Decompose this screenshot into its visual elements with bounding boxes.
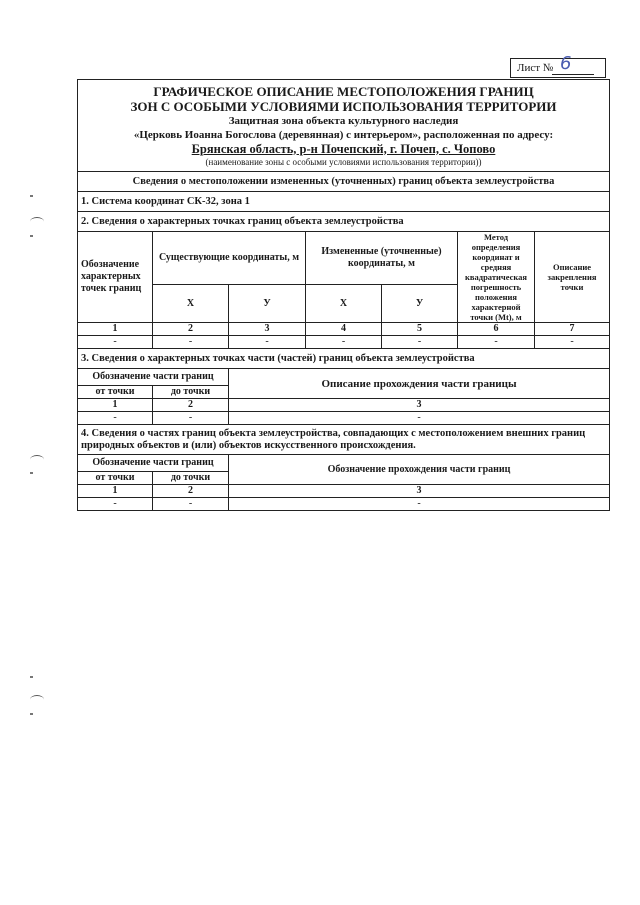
- col-number: 3: [229, 485, 610, 498]
- zone-name: Защитная зона объекта культурного наследия: [228, 114, 459, 127]
- col-point-designation: Обозначение характерных точек границ: [78, 232, 153, 323]
- col-number: 3: [229, 399, 610, 412]
- col-from-point: от точки: [78, 472, 153, 485]
- col-number: 6: [458, 323, 535, 336]
- punch-hole-mark: [30, 695, 44, 704]
- address: Брянская область, р-н Почепский, г. Почеп, с. Чопово: [191, 141, 496, 156]
- col-changed-y: У: [382, 285, 458, 323]
- punch-hole-mark: [30, 217, 44, 226]
- table-cell: -: [382, 336, 458, 349]
- col-changed-x: X: [306, 285, 382, 323]
- col-existing-coords: Существующие координаты, м: [153, 232, 306, 285]
- scan-mark: [30, 676, 33, 678]
- section-2-title: 2. Сведения о характерных точках границ объекта землеустройства: [78, 212, 610, 232]
- boundary-description-table: [77, 79, 610, 511]
- sheet-label: Лист №: [517, 62, 554, 74]
- table-row: [78, 336, 610, 349]
- sheet-number-box: [510, 58, 606, 78]
- sheet-number-underline: [552, 74, 594, 75]
- document-header: [78, 80, 610, 172]
- sheet-number: 6: [560, 53, 572, 74]
- col-from-point: от точки: [78, 386, 153, 399]
- col-to-point: до точки: [153, 386, 229, 399]
- section-3-title: 3. Сведения о характерных точках части (частей) границ объекта землеустройства: [78, 349, 610, 369]
- scan-mark: [30, 472, 33, 474]
- table-cell: -: [229, 498, 610, 511]
- col-number: 1: [78, 485, 153, 498]
- col-to-point: до точки: [153, 472, 229, 485]
- col-part-description: Обозначение прохождения части границ: [229, 455, 610, 485]
- table-cell: -: [78, 498, 153, 511]
- col-part-designation: Обозначение части границ: [78, 369, 229, 386]
- col-existing-y: У: [229, 285, 306, 323]
- object-name: «Церковь Иоанна Богослова (деревянная) с интерьером», расположенная по адресу:: [133, 128, 554, 141]
- col-number: 5: [382, 323, 458, 336]
- table-cell: -: [78, 412, 153, 425]
- col-part-designation: Обозначение части границ: [78, 455, 229, 472]
- col-number: 2: [153, 485, 229, 498]
- col-number: 4: [306, 323, 382, 336]
- section-4-title: 4. Сведения о частях границ объекта землеустройства, совпадающих с местоположением внешних границ природных объектов и (или) объектов искусственного происхождения.: [78, 425, 610, 455]
- col-number: 2: [153, 399, 229, 412]
- col-method: Метод определения координат и средняя квадратическая погрешность положения характерной точки (Mt), м: [458, 232, 535, 323]
- punch-hole-mark: [30, 455, 44, 464]
- title-line-1: ГРАФИЧЕСКОЕ ОПИСАНИЕ МЕСТОПОЛОЖЕНИЯ ГРАНИЦ: [153, 83, 534, 99]
- table-cell: -: [458, 336, 535, 349]
- table-cell: -: [535, 336, 610, 349]
- header-caption: (наименование зоны с особыми условиями использования территории)): [205, 156, 482, 167]
- col-fixing-description: Описание закрепления точки: [535, 232, 610, 323]
- table-cell: -: [78, 336, 153, 349]
- col-number: 1: [78, 399, 153, 412]
- section-1-coordinate-system: 1. Система координат СК-32, зона 1: [78, 192, 610, 212]
- scan-mark: [30, 195, 33, 197]
- table-cell: -: [229, 336, 306, 349]
- col-number: 7: [535, 323, 610, 336]
- table-row: [78, 412, 610, 425]
- table-cell: -: [153, 498, 229, 511]
- table-cell: -: [306, 336, 382, 349]
- table-row: [78, 498, 610, 511]
- col-number: 1: [78, 323, 153, 336]
- col-changed-coords: Измененные (уточненные) координаты, м: [306, 232, 458, 285]
- col-number: 3: [229, 323, 306, 336]
- title-line-2: ЗОН С ОСОБЫМИ УСЛОВИЯМИ ИСПОЛЬЗОВАНИЯ ТЕРРИТОРИИ: [130, 98, 557, 114]
- section-main-heading: Сведения о местоположении измененных (уточненных) границ объекта землеустройства: [78, 172, 610, 192]
- scan-mark: [30, 235, 33, 237]
- col-number: 2: [153, 323, 229, 336]
- col-part-description: Описание прохождения части границы: [229, 369, 610, 399]
- table-cell: -: [229, 412, 610, 425]
- table-cell: -: [153, 412, 229, 425]
- col-existing-x: X: [153, 285, 229, 323]
- table-cell: -: [153, 336, 229, 349]
- scan-mark: [30, 713, 33, 715]
